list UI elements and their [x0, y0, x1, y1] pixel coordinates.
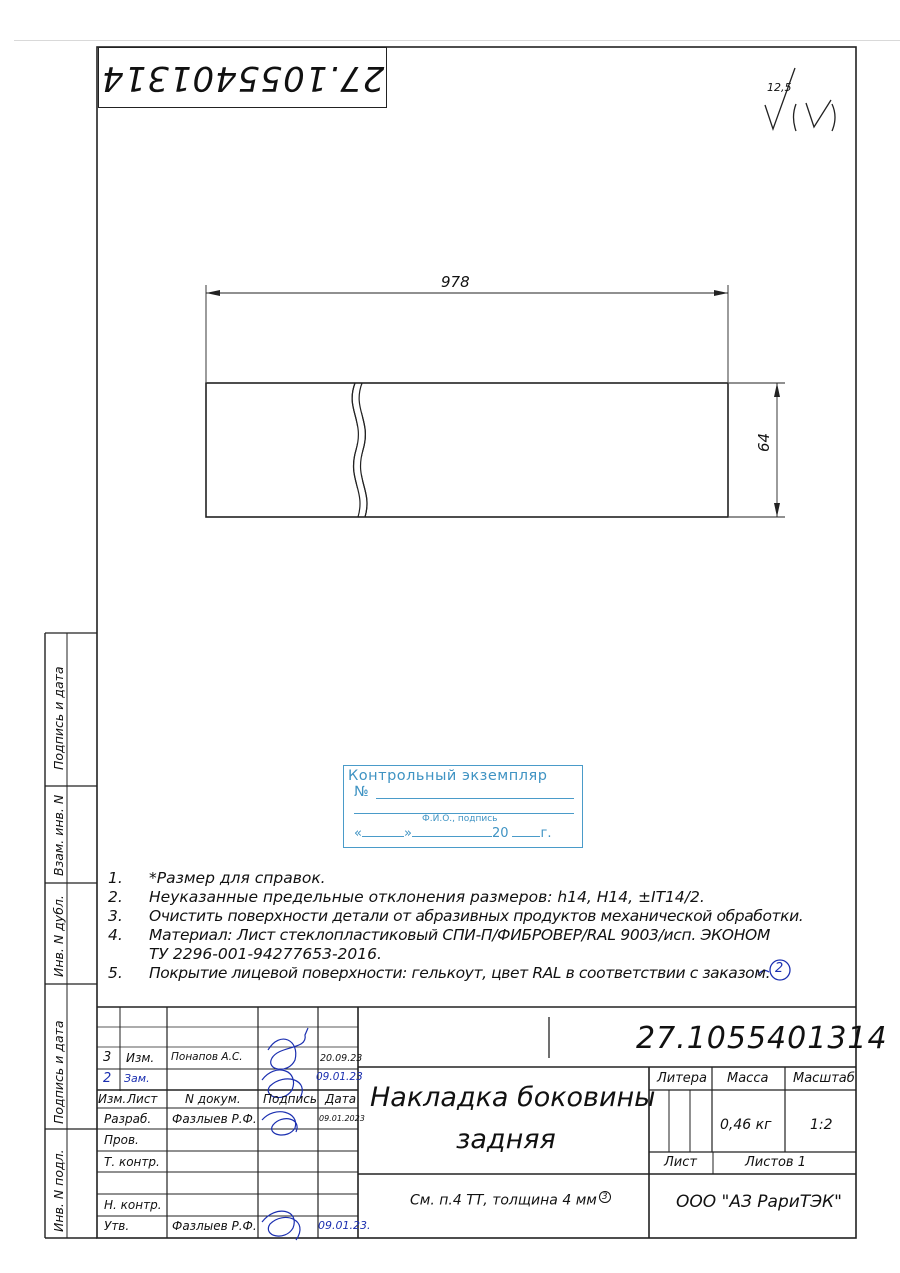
- note-4-number: 4.: [108, 926, 123, 944]
- note-1-text: *Размер для справок.: [149, 869, 326, 887]
- mass-value: 0,46 кг: [720, 1117, 772, 1133]
- stamp-number-label: №: [354, 784, 369, 800]
- control-copy-stamp: [343, 765, 583, 848]
- material-note-mark: 3: [599, 1191, 611, 1203]
- side-label-signature-date-1: Подпись и дата: [51, 666, 66, 770]
- rev2-number: 2: [103, 1071, 112, 1086]
- roughness-value: 12,5: [767, 81, 792, 94]
- note-5-text: Покрытие лицевой поверхности: гелькоут, цвет RAL в соответствии с заказом.: [149, 964, 771, 982]
- note-1-number: 1.: [108, 869, 123, 887]
- scale-value: 1:2: [810, 1117, 833, 1133]
- stamp-year: 20: [491, 826, 509, 841]
- header-date: Дата: [325, 1092, 357, 1106]
- developer-name: Фазлыев Р.Ф.: [172, 1112, 257, 1126]
- note-2-text: Неуказанные предельные отклонения размеров: h14, H14, ±IT14/2.: [149, 888, 705, 906]
- note-3-text: Очистить поверхности детали от абразивных продуктов механической обработки.: [149, 907, 804, 925]
- scale-label: Масштаб: [793, 1071, 855, 1086]
- rev3-date: 20.09.23: [320, 1053, 363, 1064]
- sheets-count: Листов 1: [745, 1155, 806, 1170]
- header-signature: Подпись: [263, 1092, 317, 1106]
- developer-date: 09.01.2023: [319, 1114, 365, 1123]
- header-doc-number: N докум.: [185, 1092, 241, 1106]
- stamp-date-row: [354, 826, 551, 841]
- rev3-number: 3: [103, 1050, 112, 1065]
- approver-date: 09.01.23.: [318, 1219, 371, 1232]
- role-checked: Пров.: [104, 1133, 139, 1147]
- stamp-title: Контрольный экземпляр: [348, 768, 548, 784]
- litera-label: Литера: [657, 1071, 708, 1086]
- side-label-dup-inv: Инв. N дубл.: [51, 895, 66, 977]
- header-izm: Изм.: [98, 1092, 127, 1106]
- stamp-close-quote: »: [403, 826, 412, 841]
- material-note-text: См. п.4 ТТ, толщина 4 мм: [410, 1192, 597, 1209]
- rev2-date: 09.01.23: [316, 1071, 363, 1083]
- document-number-top: 27.1055401314: [100, 57, 385, 98]
- title-block-doc-number: 27.1055401314: [636, 1021, 888, 1056]
- approver-name: Фазлыев Р.Ф.: [172, 1219, 257, 1233]
- side-label-signature-date-2: Подпись и дата: [51, 1020, 66, 1124]
- stamp-open-quote: «: [354, 826, 362, 841]
- header-list: Лист: [127, 1092, 158, 1106]
- role-approved: Утв.: [104, 1219, 130, 1233]
- rev2-type: Зам.: [124, 1072, 150, 1085]
- stamp-fio-label: Ф.И.О., подпись: [422, 814, 498, 824]
- company-name: ООО "АЗ РариТЭК": [676, 1192, 842, 1212]
- part-name-line-1: Накладка боковины: [370, 1082, 656, 1113]
- role-norm-control: Н. контр.: [104, 1198, 162, 1212]
- mass-label: Масса: [727, 1071, 769, 1086]
- rev3-type: Изм.: [126, 1051, 155, 1065]
- dimension-height: 64: [755, 432, 773, 452]
- material-note: [410, 1192, 611, 1209]
- side-label-replace-inv: Взам. инв. N: [51, 794, 66, 876]
- note-4-text: Материал: Лист стеклопластиковый СПИ-П/ФИБРОВЕР/RAL 9003/исп. ЭКОНОМ: [149, 926, 771, 944]
- sheet-label: Лист: [664, 1155, 697, 1170]
- role-tech-control: Т. контр.: [104, 1155, 160, 1169]
- note-2-number: 2.: [108, 888, 123, 906]
- role-developer: Разраб.: [104, 1112, 152, 1126]
- note-3-number: 3.: [108, 907, 123, 925]
- rev3-name: Понапов А.С.: [171, 1051, 243, 1063]
- document-number-box: [98, 47, 387, 108]
- stamp-year-suffix: г.: [540, 826, 552, 841]
- note-5-number: 5.: [108, 964, 123, 982]
- part-name-line-2: задняя: [456, 1124, 556, 1155]
- side-label-original-inv: Инв. N подл.: [51, 1149, 66, 1232]
- dimension-length: 978: [441, 273, 470, 291]
- revision-mark: 2: [775, 961, 784, 976]
- note-4-continuation: ТУ 2296-001-94277653-2016.: [149, 945, 382, 963]
